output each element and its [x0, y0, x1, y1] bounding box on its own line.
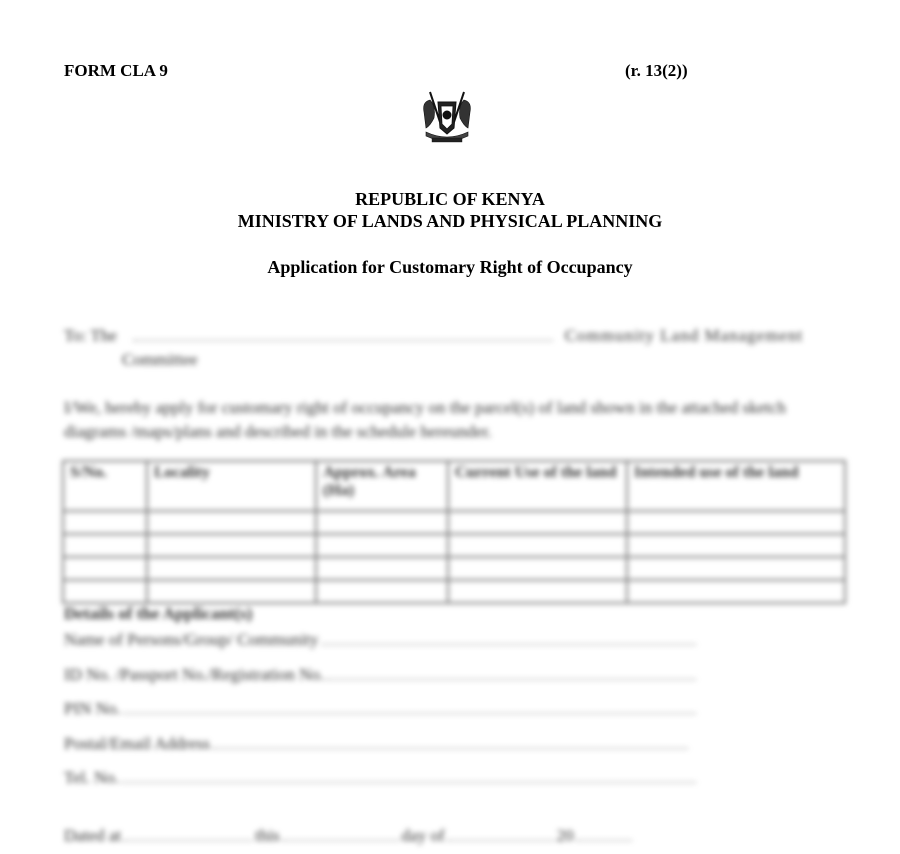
table-cell[interactable] [63, 534, 147, 557]
applicant-name-field[interactable] [321, 630, 696, 645]
table-cell[interactable] [627, 580, 845, 603]
dated-month-field[interactable] [447, 824, 555, 841]
table-cell[interactable] [63, 511, 147, 534]
coat-of-arms-icon [418, 88, 476, 146]
id-number-row [64, 665, 696, 685]
dated-day-field[interactable] [282, 824, 400, 841]
dated-place-field[interactable] [123, 824, 253, 841]
table-cell[interactable] [63, 580, 147, 603]
committee-label-cont: Committee [122, 350, 198, 369]
application-statement: I/We, hereby apply for customary right of occupancy on the parcel(s) of land shown in the attached sketch diagrams /maps/plans and described in the schedule hereunder. [64, 398, 786, 441]
col-area: Approx. Area (Ha) [316, 461, 448, 511]
table-cell[interactable] [147, 580, 316, 603]
col-sno: S/No. [63, 461, 147, 511]
committee-name-field[interactable] [133, 340, 553, 341]
table-cell[interactable] [448, 557, 627, 580]
table-header-row [63, 461, 845, 511]
table-cell[interactable] [147, 511, 316, 534]
pin-label: PIN No. [64, 699, 121, 718]
table-cell[interactable] [448, 580, 627, 603]
to-label: To: The [64, 326, 117, 345]
table-cell[interactable] [627, 511, 845, 534]
table-cell[interactable] [316, 557, 448, 580]
table-row[interactable] [63, 580, 845, 603]
address-row [64, 734, 688, 754]
table-cell[interactable] [316, 534, 448, 557]
dated-row [64, 824, 694, 846]
table-row[interactable] [63, 511, 845, 534]
table-cell[interactable] [63, 557, 147, 580]
table-cell[interactable] [448, 534, 627, 557]
year-label: 20 [556, 826, 574, 845]
ministry-heading: MINISTRY OF LANDS AND PHYSICAL PLANNING [237, 211, 663, 231]
dated-year-field[interactable] [576, 824, 632, 841]
pin-field[interactable] [123, 699, 696, 714]
this-label: this [255, 826, 280, 845]
tel-field[interactable] [121, 768, 696, 783]
addressee-line [64, 326, 844, 346]
tel-row [64, 768, 696, 788]
id-number-field[interactable] [326, 665, 696, 680]
table-row[interactable] [63, 557, 845, 580]
pin-row [64, 699, 696, 719]
col-current-use: Current Use of the land [448, 461, 627, 511]
form-number: FORM CLA 9 [64, 61, 168, 80]
table-cell[interactable] [448, 511, 627, 534]
tel-label: Tel. No. [64, 768, 119, 787]
table-cell[interactable] [627, 557, 845, 580]
address-label: Postal/Email Address [64, 734, 210, 753]
applicant-details-heading: Details of the Applicant(s) [64, 604, 253, 623]
table-cell[interactable] [316, 580, 448, 603]
address-field[interactable] [212, 734, 688, 749]
committee-label: Community Land Management [564, 326, 804, 345]
document-title: Application for Customary Right of Occupancy [267, 257, 633, 277]
table-cell[interactable] [147, 534, 316, 557]
applicant-name-label: Name of Persons/Group/ Community [64, 630, 319, 649]
table-cell[interactable] [147, 557, 316, 580]
republic-heading: REPUBLIC OF KENYA [355, 189, 545, 209]
table-cell[interactable] [627, 534, 845, 557]
table-cell[interactable] [316, 511, 448, 534]
col-intended-use: Intended use of the land [627, 461, 845, 511]
rule-reference: (r. 13(2)) [625, 61, 688, 80]
table-row[interactable] [63, 534, 845, 557]
applicant-name-row [64, 630, 696, 650]
day-of-label: day of [401, 826, 445, 845]
id-number-label: ID No. /Passport No./Registration No. [64, 665, 325, 684]
dated-at-label: Dated at [64, 826, 122, 845]
col-locality: Locality [147, 461, 316, 511]
parcel-schedule-table [62, 460, 846, 604]
